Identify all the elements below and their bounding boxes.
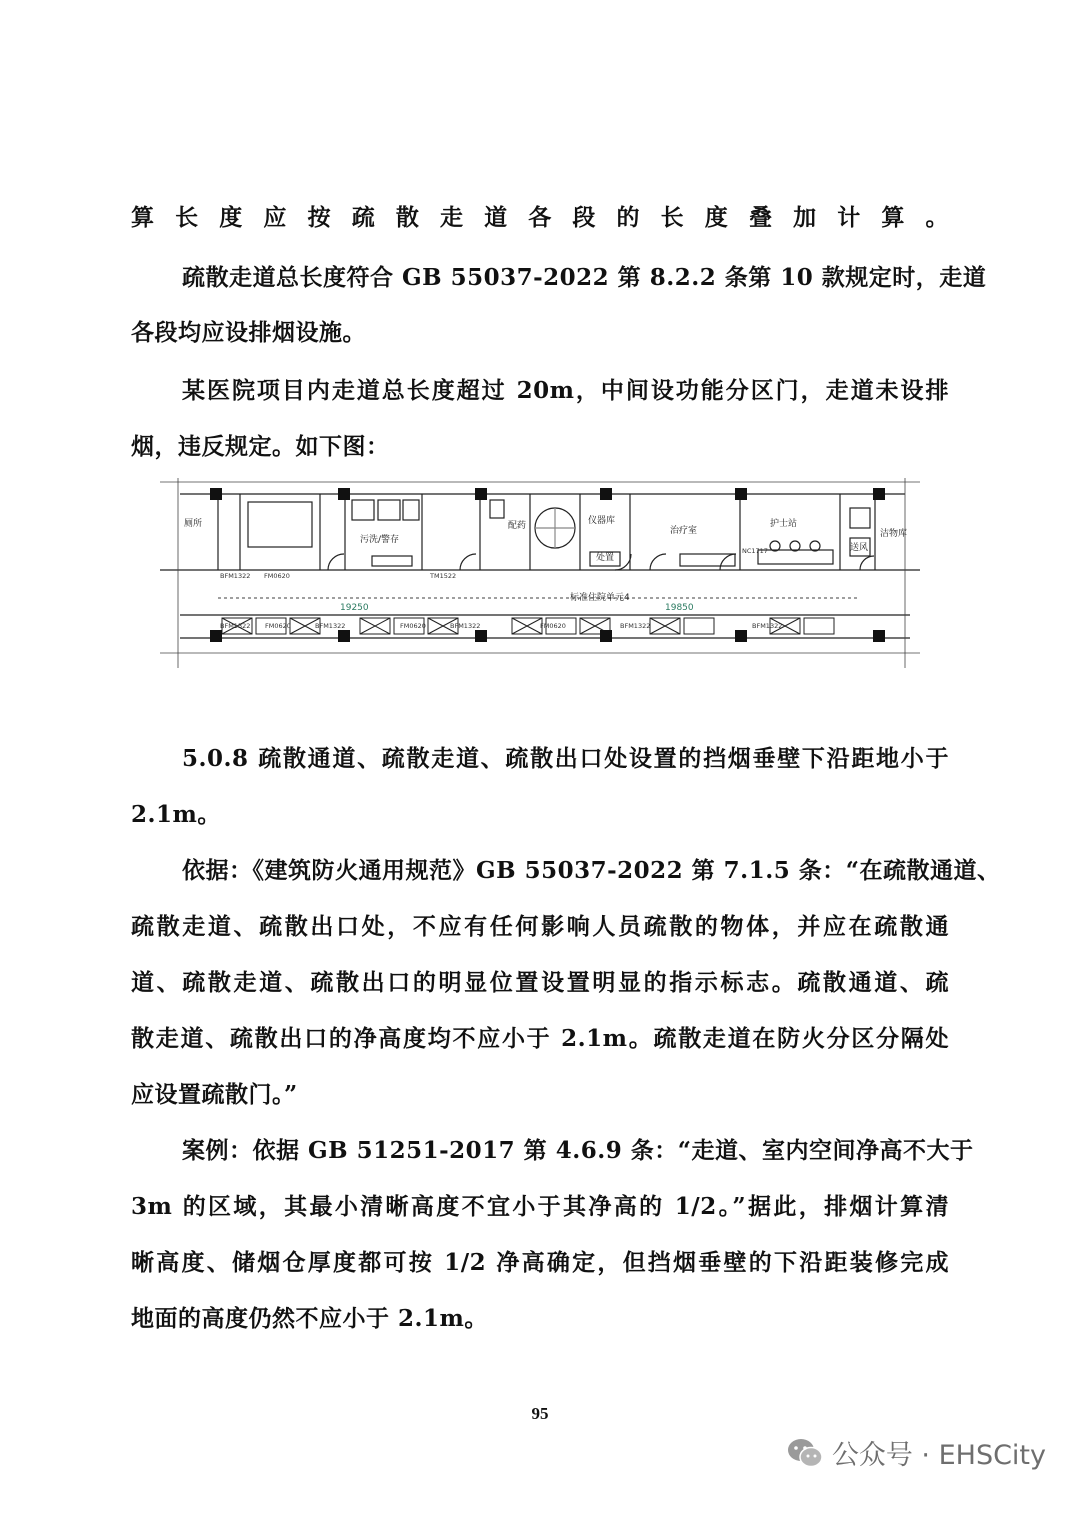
svg-text:BFM1322: BFM1322	[315, 622, 346, 630]
paragraph-2-line-2: 各段均应设排烟设施。	[131, 319, 366, 346]
svg-text:仪器库: 仪器库	[588, 516, 616, 526]
paragraph-1-line-1: 算长度应按疏散走道各段的长度叠加计算。	[131, 204, 949, 231]
svg-text:治疗室: 治疗室	[670, 526, 698, 536]
svg-text:护士站: 护士站	[770, 519, 798, 529]
svg-text:洁物库: 洁物库	[880, 529, 908, 539]
svg-text:FM0620: FM0620	[264, 572, 290, 580]
paragraph-6-line-2: 3m 的区域，其最小清晰高度不宜小于其净高的 1/2。”据此，排烟计算清	[131, 1193, 949, 1220]
basis-label: 依据	[182, 857, 229, 884]
svg-text:BFM1322: BFM1322	[220, 622, 251, 630]
svg-text:BFM1322: BFM1322	[752, 622, 783, 630]
svg-text:送风: 送风	[850, 543, 869, 553]
paragraph-6-line-4: 地面的高度仍然不应小于 2.1m。	[131, 1305, 488, 1332]
svg-text:污洗/警存: 污洗/警存	[360, 535, 400, 545]
paragraph-5-line-3: 道、疏散走道、疏散出口的明显位置设置明显的指示标志。疏散通道、疏	[131, 969, 949, 996]
page-number: 95	[531, 1404, 549, 1423]
watermark-text: 公众号 · EHSCity	[831, 1440, 1046, 1471]
paragraph-4-line-1: 5.0.8 疏散通道、疏散走道、疏散出口处设置的挡烟垂壁下沿距地小于	[182, 745, 949, 772]
basis-citation: ：《建筑防火通用规范》GB 55037-2022 第 7.1.5 条：“在疏散通道、	[229, 857, 1001, 884]
wechat-icon	[786, 1437, 824, 1469]
paragraph-5-line-5: 应设置疏散门。”	[131, 1081, 298, 1108]
svg-text:标准住院单元4: 标准住院单元4	[570, 593, 630, 603]
svg-text:NC1717: NC1717	[742, 547, 768, 555]
paragraph-3-line-2: 烟，违反规定。如下图：	[131, 433, 390, 460]
svg-text:19850: 19850	[665, 603, 694, 613]
paragraph-5-line-4: 散走道、疏散出口的净高度均不应小于 2.1m。疏散走道在防火分区分隔处	[131, 1025, 949, 1052]
svg-text:配药: 配药	[508, 521, 527, 531]
svg-text:BFM1322: BFM1322	[220, 572, 251, 580]
svg-text:BFM1322: BFM1322	[450, 622, 481, 630]
paragraph-6-line-3: 晰高度、储烟仓厚度都可按 1/2 净高确定，但挡烟垂壁的下沿距装修完成	[131, 1249, 949, 1276]
svg-text:FM0620: FM0620	[540, 622, 566, 630]
svg-text:FM0620: FM0620	[400, 622, 426, 630]
svg-text:19250: 19250	[340, 603, 369, 613]
svg-text:BFM1322: BFM1322	[620, 622, 651, 630]
svg-text:处置: 处置	[596, 553, 615, 563]
paragraph-5-line-1	[182, 856, 1001, 886]
paragraph-6-line-1: 案例：依据 GB 51251-2017 第 4.6.9 条：“走道、室内空间净高不大于	[182, 1137, 974, 1164]
paragraph-2-line-1: 疏散走道总长度符合 GB 55037-2022 第 8.2.2 条第 10 款规定时，走道	[182, 264, 987, 291]
svg-text:TM1522: TM1522	[430, 572, 457, 580]
paragraph-4-line-2: 2.1m。	[131, 801, 221, 828]
paragraph-3-line-1: 某医院项目内走道总长度超过 20m，中间设功能分区门，走道未设排	[182, 377, 949, 404]
watermark	[786, 1433, 1046, 1472]
svg-text:FM0620: FM0620	[265, 622, 291, 630]
paragraph-5-line-2: 疏散走道、疏散出口处，不应有任何影响人员疏散的物体，并应在疏散通	[131, 913, 949, 940]
svg-text:厕所: 厕所	[184, 519, 203, 529]
hospital-corridor-floor-plan	[160, 478, 920, 668]
